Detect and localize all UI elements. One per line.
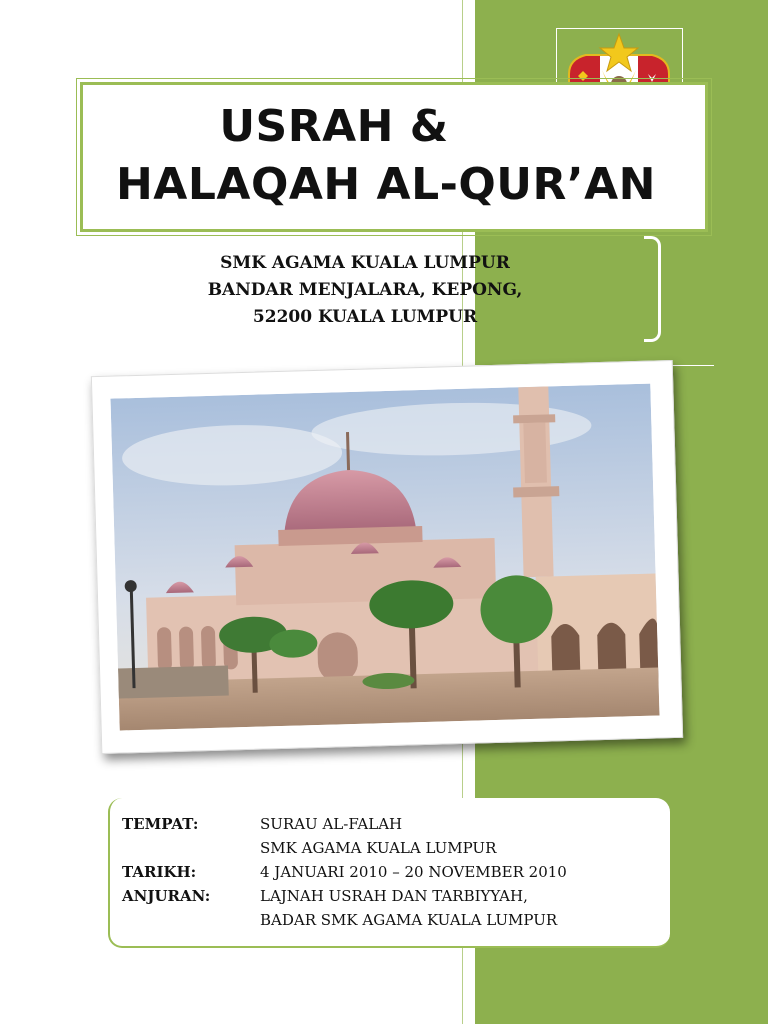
decorative-bracket xyxy=(644,236,661,342)
mosque-photo xyxy=(110,384,659,731)
title-box xyxy=(80,82,708,232)
anjuran-label: ANJURAN: xyxy=(122,887,211,905)
anjuran-value-1: LAJNAH USRAH DAN TARBIYYAH, xyxy=(260,887,528,905)
tempat-value-1: SURAU AL-FALAH xyxy=(260,815,403,833)
event-info-card xyxy=(108,798,670,948)
address-line3: 52200 KUALA LUMPUR xyxy=(252,307,478,327)
tarikh-label: TARIKH: xyxy=(122,863,197,881)
address-line1: SMK AGAMA KUALA LUMPUR xyxy=(220,253,510,273)
anjuran-value-2: BADAR SMK AGAMA KUALA LUMPUR xyxy=(260,911,558,929)
address-line2: BANDAR MENJALARA, KEPONG, xyxy=(207,280,523,300)
page-title-line2: HALAQAH AL-QUR’AN xyxy=(115,159,657,210)
tempat-value-2: SMK AGAMA KUALA LUMPUR xyxy=(260,839,497,857)
page-title-line1: USRAH & xyxy=(219,101,449,152)
tempat-label: TEMPAT: xyxy=(122,815,199,833)
tarikh-value: 4 JANUARI 2010 – 20 NOVEMBER 2010 xyxy=(260,863,567,881)
school-address xyxy=(150,250,580,331)
photo-card xyxy=(91,360,683,754)
